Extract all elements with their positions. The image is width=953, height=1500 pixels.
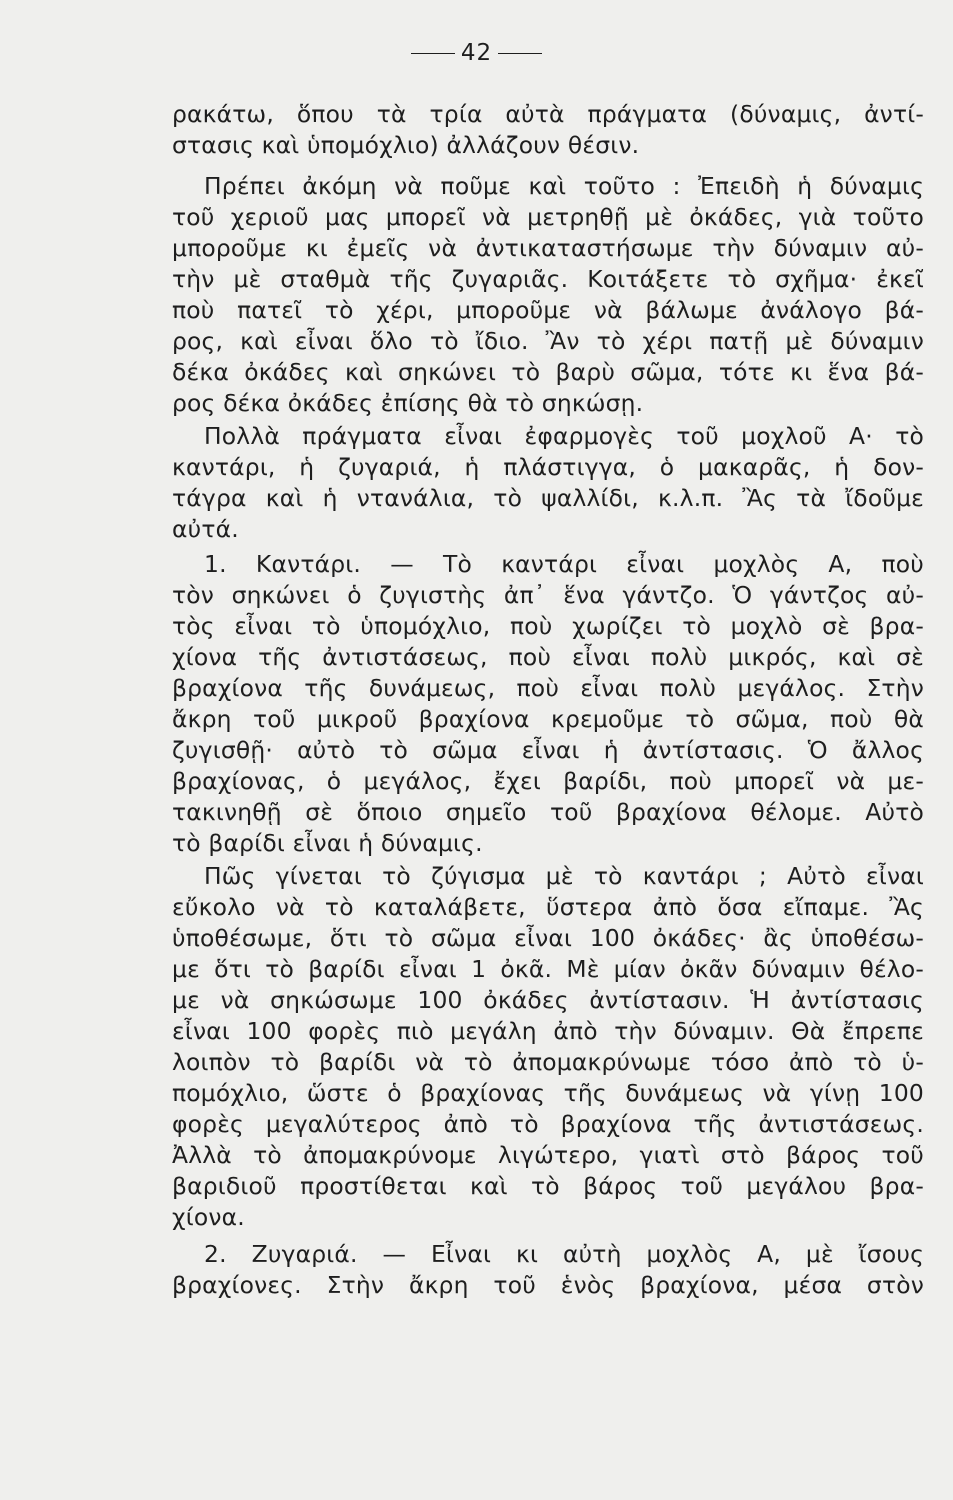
text-line: βραχίονας, ὁ μεγάλος, ἔχει βαρίδι, ποὺ μπορεῖ νὰ με- [172, 767, 924, 795]
text-line: τὴν μὲ σταθμὰ τῆς ζυγαριᾶς. Κοιτάξετε τὸ σχῆμα· ἐκεῖ [172, 265, 924, 293]
text-line: ὑποθέσωμε, ὅτι τὸ σῶμα εἶναι 100 ὀκάδες· ἂς ὑποθέσω- [172, 924, 924, 952]
text-line: καντάρι, ἡ ζυγαριά, ἡ πλάστιγγα, ὁ μακαρᾶς, ἡ δον- [172, 453, 924, 481]
text-line: τὸς εἶναι τὸ ὑπομόχλιο, ποὺ χωρίζει τὸ μοχλὸ σὲ βρα- [172, 612, 924, 640]
text-line: αὐτά. [172, 515, 239, 543]
text-line: πομόχλιο, ὥστε ὁ βραχίονας τῆς δυνάμεως νὰ γίνῃ 100 [172, 1079, 924, 1107]
text-line: ποὺ πατεῖ τὸ χέρι, μποροῦμε νὰ βάλωμε ἀνάλογο βά- [172, 296, 924, 324]
text-line: εἶναι 100 φορὲς πιὸ μεγάλη ἀπὸ τὴν δύναμιν. Θὰ ἔπρεπε [172, 1017, 924, 1045]
text-line: με νὰ σηκώσωμε 100 ὀκάδες ἀντίστασιν. Ἡ ἀντίστασις [172, 986, 924, 1014]
text-line: ἄκρη τοῦ μικροῦ βραχίονα κρεμοῦμε τὸ σῶμα, ποὺ θὰ [172, 705, 924, 733]
text-line: δέκα ὀκάδες καὶ σηκώνει τὸ βαρὺ σῶμα, τότε κι ἕνα βά- [172, 358, 924, 386]
text-line: μποροῦμε κι ἐμεῖς νὰ ἀντικαταστήσωμε τὴν δύναμιν αὐ- [172, 234, 924, 262]
text-line: βραχίονες. Στὴν ἄκρη τοῦ ἑνὸς βραχίονα, μέσα στὸν [172, 1271, 924, 1299]
text-line: ρακάτω, ὅπου τὰ τρία αὐτὰ πράγματα (δύναμις, ἀντί- [172, 100, 924, 128]
text-line: χίονα τῆς ἀντιστάσεως, ποὺ εἶναι πολὺ μικρός, καὶ σὲ [172, 643, 924, 671]
text-line: βραχίονα τῆς δυνάμεως, ποὺ εἶναι πολὺ μεγάλος. Στὴν [172, 674, 924, 702]
text-line: βαριδιοῦ προστίθεται καὶ τὸ βάρος τοῦ μεγάλου βρα- [172, 1172, 924, 1200]
text-line: Πῶς γίνεται τὸ ζύγισμα μὲ τὸ καντάρι ; Αὐτὸ εἶναι [204, 862, 924, 890]
header-dash-right [498, 53, 542, 54]
header-dash-left [411, 53, 455, 54]
text-line: εὔκολο νὰ τὸ καταλάβετε, ὕστερα ἀπὸ ὅσα εἴπαμε. Ἂς [172, 893, 924, 921]
text-line: ρος δέκα ὀκάδες ἐπίσης θὰ τὸ σηκώσῃ. [172, 389, 644, 417]
section-heading-line: 1. Καντάρι. — Τὸ καντάρι εἶναι μοχλὸς Α, ποὺ [204, 550, 924, 578]
text-line: χίονα. [172, 1203, 245, 1231]
text-line: ζυγισθῇ· αὐτὸ τὸ σῶμα εἶναι ἡ ἀντίστασις. Ὁ ἄλλος [172, 736, 924, 764]
section-heading-line: 2. Ζυγαριά. — Εἶναι κι αὐτὴ μοχλὸς Α, μὲ ἴσους [204, 1240, 924, 1268]
text-line: στασις καὶ ὑπομόχλιο) ἀλλάζουν θέσιν. [172, 131, 640, 159]
text-line: τάγρα καὶ ἡ ντανάλια, τὸ ψαλλίδι, κ.λ.π. Ἂς τὰ ἴδοῦμε [172, 484, 924, 512]
page-header [0, 40, 953, 66]
text-line: Πολλὰ πράγματα εἶναι ἐφαρμογὲς τοῦ μοχλοῦ Α· τὸ [204, 422, 924, 450]
text-line: ρος, καὶ εἶναι ὅλο τὸ ἴδιο. Ἂν τὸ χέρι πατῇ μὲ δύναμιν [172, 327, 924, 355]
text-line: Ἀλλὰ τὸ ἀπομακρύνομε λιγώτερο, γιατὶ στὸ βάρος τοῦ [172, 1141, 924, 1169]
text-line: τακινηθῇ σὲ ὅποιο σημεῖο τοῦ βραχίονα θέλομε. Αὐτὸ [172, 798, 924, 826]
text-line: τὸ βαρίδι εἶναι ἡ δύναμις. [172, 829, 483, 857]
text-line: Πρέπει ἀκόμη νὰ ποῦμε καὶ τοῦτο : Ἐπειδὴ ἡ δύναμις [204, 172, 924, 200]
text-line: φορὲς μεγαλύτερος ἀπὸ τὸ βραχίονα τῆς ἀντιστάσεως. [172, 1110, 924, 1138]
text-line: λοιπὸν τὸ βαρίδι νὰ τὸ ἀπομακρύνωμε τόσο ἀπὸ τὸ ὑ- [172, 1048, 924, 1076]
text-line: με ὅτι τὸ βαρίδι εἶναι 1 ὀκᾶ. Μὲ μίαν ὀκᾶν δύναμιν θέλο- [172, 955, 924, 983]
page-number: 42 [460, 40, 493, 66]
text-line: τὸν σηκώνει ὁ ζυγιστὴς ἀπ᾽ ἕνα γάντζο. Ὁ γάντζος αὐ- [172, 581, 924, 609]
text-line: τοῦ χεριοῦ μας μπορεῖ νὰ μετρηθῇ μὲ ὀκάδες, γιὰ τοῦτο [172, 203, 924, 231]
